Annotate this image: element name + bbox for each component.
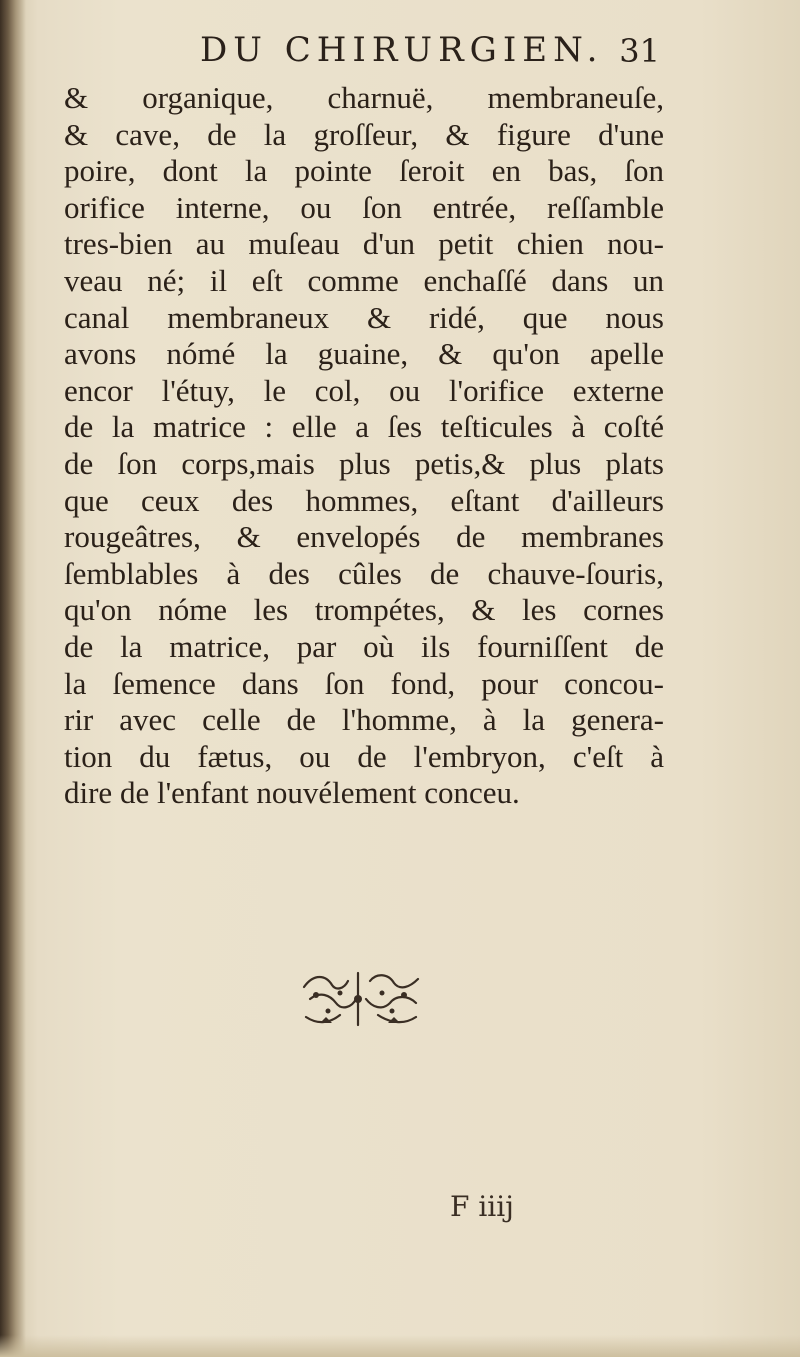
text-line: & organique, charnuë, membraneuſe,	[64, 80, 664, 115]
text-line: de la matrice : elle a ſes teſticules à coſté	[64, 409, 664, 445]
text-line: canal membraneux & ridé, que nous	[64, 299, 664, 335]
page-number: 31	[619, 32, 660, 70]
binding-gutter	[0, 0, 26, 1357]
text-line: qu'on nóme les trompétes, & les cornes	[64, 592, 664, 628]
running-head	[60, 30, 660, 80]
text-line: dire de l'enfant nouvélement conceu.	[64, 775, 520, 811]
text-line: de la matrice, par où ils fourniſſent de	[64, 628, 664, 664]
text-line: & cave, de la groſſeur, & figure d'une	[64, 116, 664, 152]
text-line: rir avec celle de l'homme, à la genera-	[64, 702, 664, 738]
text-line: de ſon corps,mais plus petis,& plus plats	[64, 445, 664, 481]
text-line: ſemblables à des cûles de chauve-ſouris,	[64, 555, 664, 591]
page-bottom-edge	[0, 1335, 800, 1357]
text-line: tion du fætus, ou de l'embryon, c'eſt à	[64, 738, 664, 774]
signature-mark: F iiij	[450, 1190, 514, 1223]
text-line: tres-bien au muſeau d'un petit chien nou-	[64, 226, 664, 262]
text-line: orifice interne, ou ſon entrée, reſſamble	[64, 189, 664, 225]
text-line: encor l'étuy, le col, ou l'orifice externe	[64, 372, 664, 408]
text-line: poire, dont la pointe ſeroit en bas, ſon	[64, 153, 664, 189]
text-line: que ceux des hommes, eſtant d'ailleurs	[64, 482, 664, 518]
text-line: la ſemence dans ſon fond, pour concou-	[64, 665, 664, 701]
text-line: avons nómé la guaine, & qu'on apelle	[64, 336, 664, 372]
fleuron-ornament-icon	[296, 965, 426, 1033]
running-head-title: DU CHIRURGIEN.	[200, 30, 604, 70]
body-text	[64, 80, 664, 812]
text-line: rougeâtres, & envelopés de membranes	[64, 519, 664, 555]
text-line: veau né; il eſt comme enchaſſé dans un	[64, 262, 664, 298]
